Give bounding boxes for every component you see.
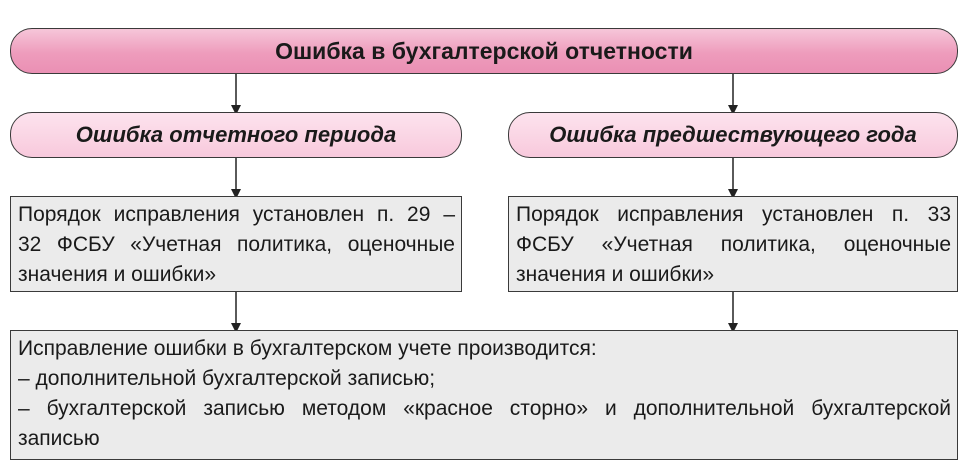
correction-line: Исправление ошибки в бухгалтерском учете производится: xyxy=(18,337,597,360)
procedure-line: ФСБУ «Учетная политика, оценочные xyxy=(516,233,951,256)
procedure-line: значения и ошибки» xyxy=(18,263,217,286)
reporting-period-procedure-box xyxy=(10,196,462,292)
correction-line: – дополнительной бухгалтерской записью; xyxy=(18,367,436,390)
reporting-period-error-label: Ошибка отчетного периода xyxy=(75,122,397,147)
procedure-line: Порядок исправления установлен п. 33 xyxy=(516,203,951,226)
correction-method-box xyxy=(10,330,958,460)
main-error-header xyxy=(10,28,958,74)
procedure-line: значения и ошибки» xyxy=(516,263,715,286)
correction-line: – бухгалтерской записью методом «красное сторно» и дополнительной бухгалтерской xyxy=(18,397,951,420)
procedure-line: 32 ФСБУ «Учетная политика, оценочные xyxy=(18,233,455,256)
main-error-title: Ошибка в бухгалтерской отчетности xyxy=(275,37,693,64)
reporting-period-error-pill xyxy=(10,112,462,158)
correction-line: записью xyxy=(18,427,100,450)
previous-year-error-label: Ошибка предшествующего года xyxy=(549,122,917,147)
previous-year-error-pill xyxy=(508,112,958,158)
procedure-line: Порядок исправления установлен п. 29 – xyxy=(18,203,455,226)
previous-year-procedure-box xyxy=(508,196,958,292)
